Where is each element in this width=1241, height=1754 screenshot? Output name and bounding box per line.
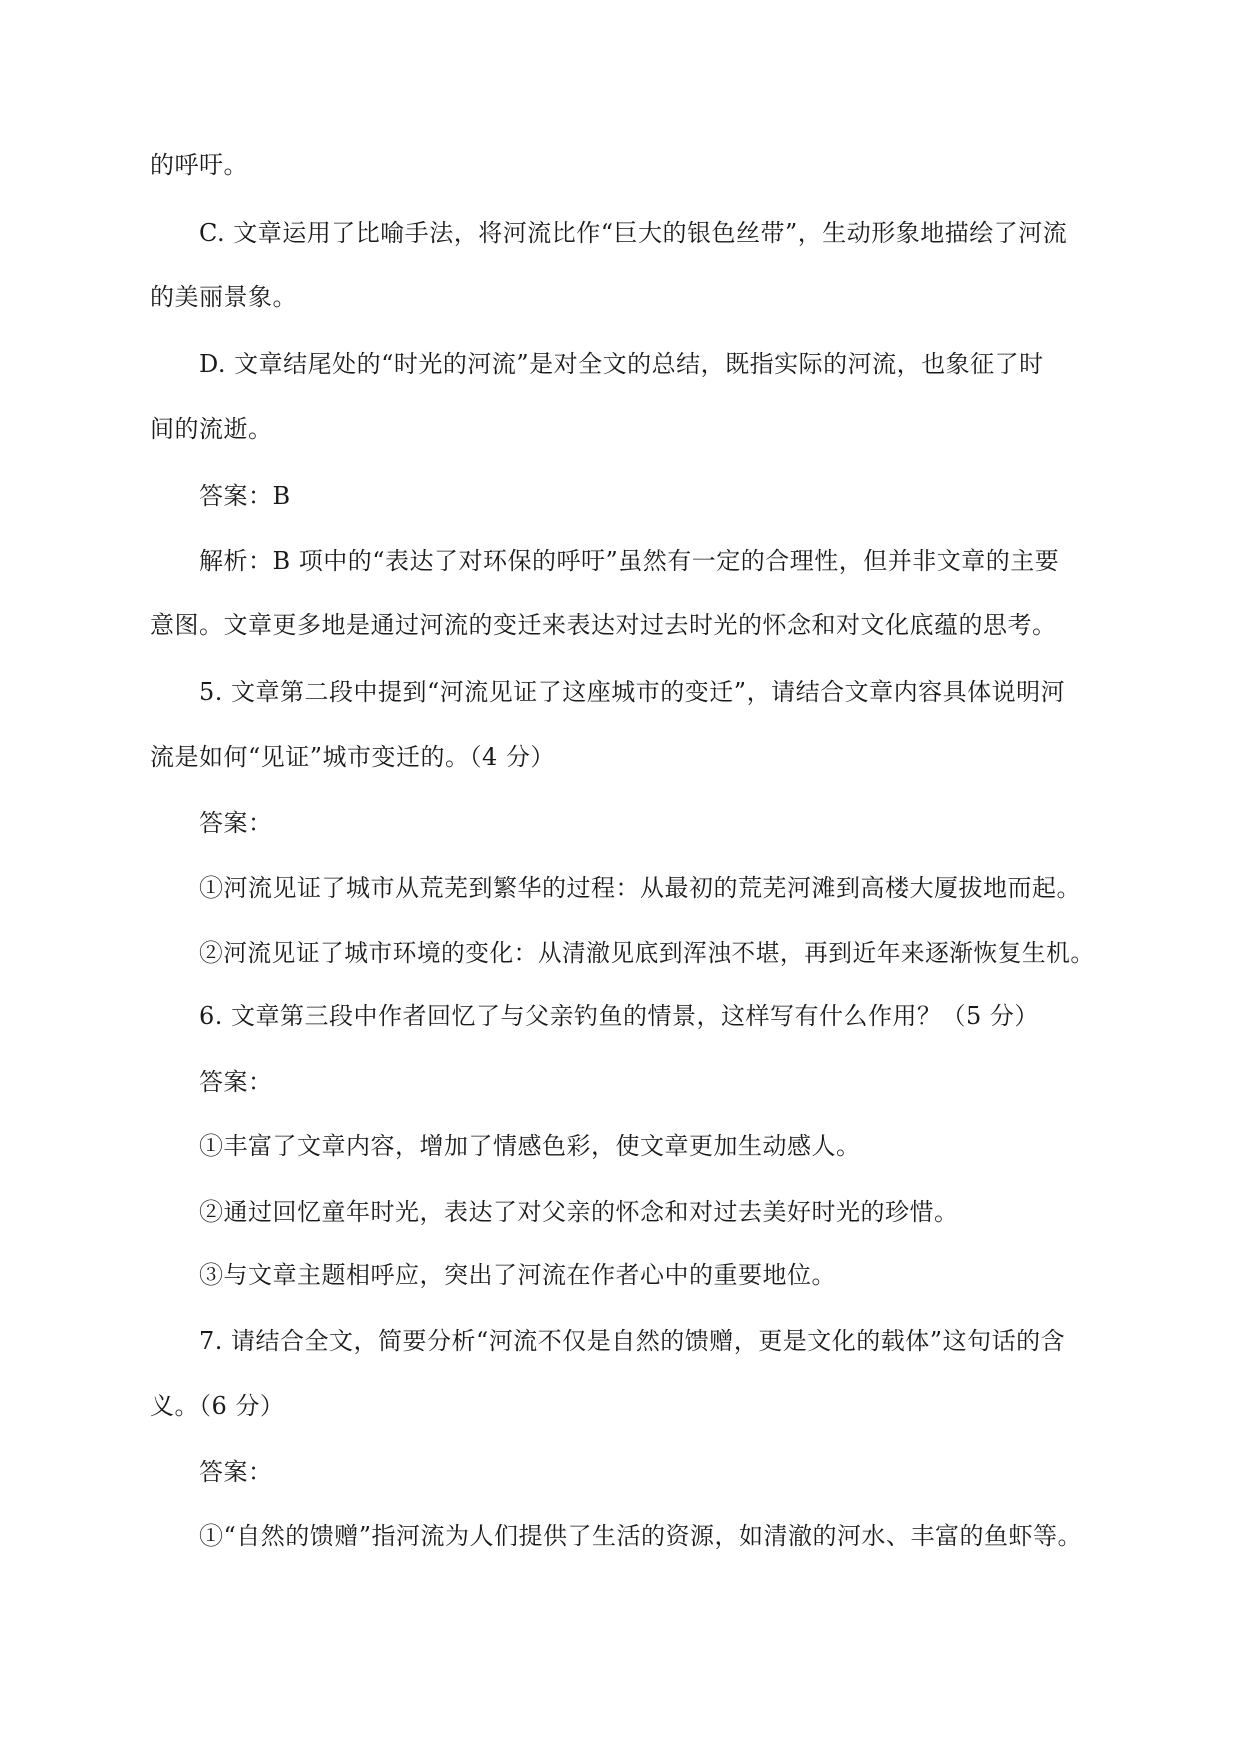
- text-line-22: ①“自然的馈赠”指河流为人们提供了生活的资源，如清澈的河水、丰富的鱼虾等。: [199, 1522, 1083, 1550]
- text-line-6: 答案：B: [199, 482, 291, 510]
- text-line-16: ①丰富了文章内容，增加了情感色彩，使文章更加生动感人。: [199, 1132, 861, 1160]
- text-line-21: 答案：: [199, 1458, 273, 1486]
- text-line-19: 7. 请结合全文，简要分析“河流不仅是自然的馈赠，更是文化的载体”这句话的含: [199, 1327, 1066, 1355]
- text-line-9: 5. 文章第二段中提到“河流见证了这座城市的变迁”，请结合文章内容具体说明河: [199, 678, 1066, 706]
- text-line-20: 义。（6 分）: [150, 1392, 285, 1420]
- text-line-13: ②河流见证了城市环境的变化：从清澈见底到浑浊不堪，再到近年来逐渐恢复生机。: [199, 939, 1095, 967]
- text-line-11: 答案：: [199, 809, 273, 837]
- text-line-17: ②通过回忆童年时光，表达了对父亲的怀念和对过去美好时光的珍惜。: [199, 1198, 959, 1226]
- text-line-7: 解析：B 项中的“表达了对环保的呼吁”虽然有一定的合理性，但并非文章的主要: [199, 547, 1060, 575]
- text-line-15: 答案：: [199, 1068, 273, 1096]
- text-line-18: ③与文章主题相呼应，突出了河流在作者心中的重要地位。: [199, 1261, 836, 1289]
- text-line-5: 间的流逝。: [150, 415, 273, 443]
- text-line-2: C. 文章运用了比喻手法，将河流比作“巨大的银色丝带”，生动形象地描绘了河流: [199, 219, 1068, 247]
- text-line-12: ①河流见证了城市从荒芜到繁华的过程：从最初的荒芜河滩到高楼大厦拔地而起。: [199, 874, 1081, 902]
- text-line-14: 6. 文章第三段中作者回忆了与父亲钓鱼的情景，这样写有什么作用？（5 分）: [199, 1002, 1039, 1030]
- text-line-10: 流是如何“见证”城市变迁的。（4 分）: [150, 743, 555, 771]
- text-line-1: 的呼吁。: [150, 151, 248, 179]
- text-line-8: 意图。文章更多地是通过河流的变迁来表达对过去时光的怀念和对文化底蕴的思考。: [150, 611, 1057, 639]
- text-line-4: D. 文章结尾处的“时光的河流”是对全文的总结，既指实际的河流，也象征了时: [199, 350, 1044, 378]
- text-line-3: 的美丽景象。: [150, 283, 297, 311]
